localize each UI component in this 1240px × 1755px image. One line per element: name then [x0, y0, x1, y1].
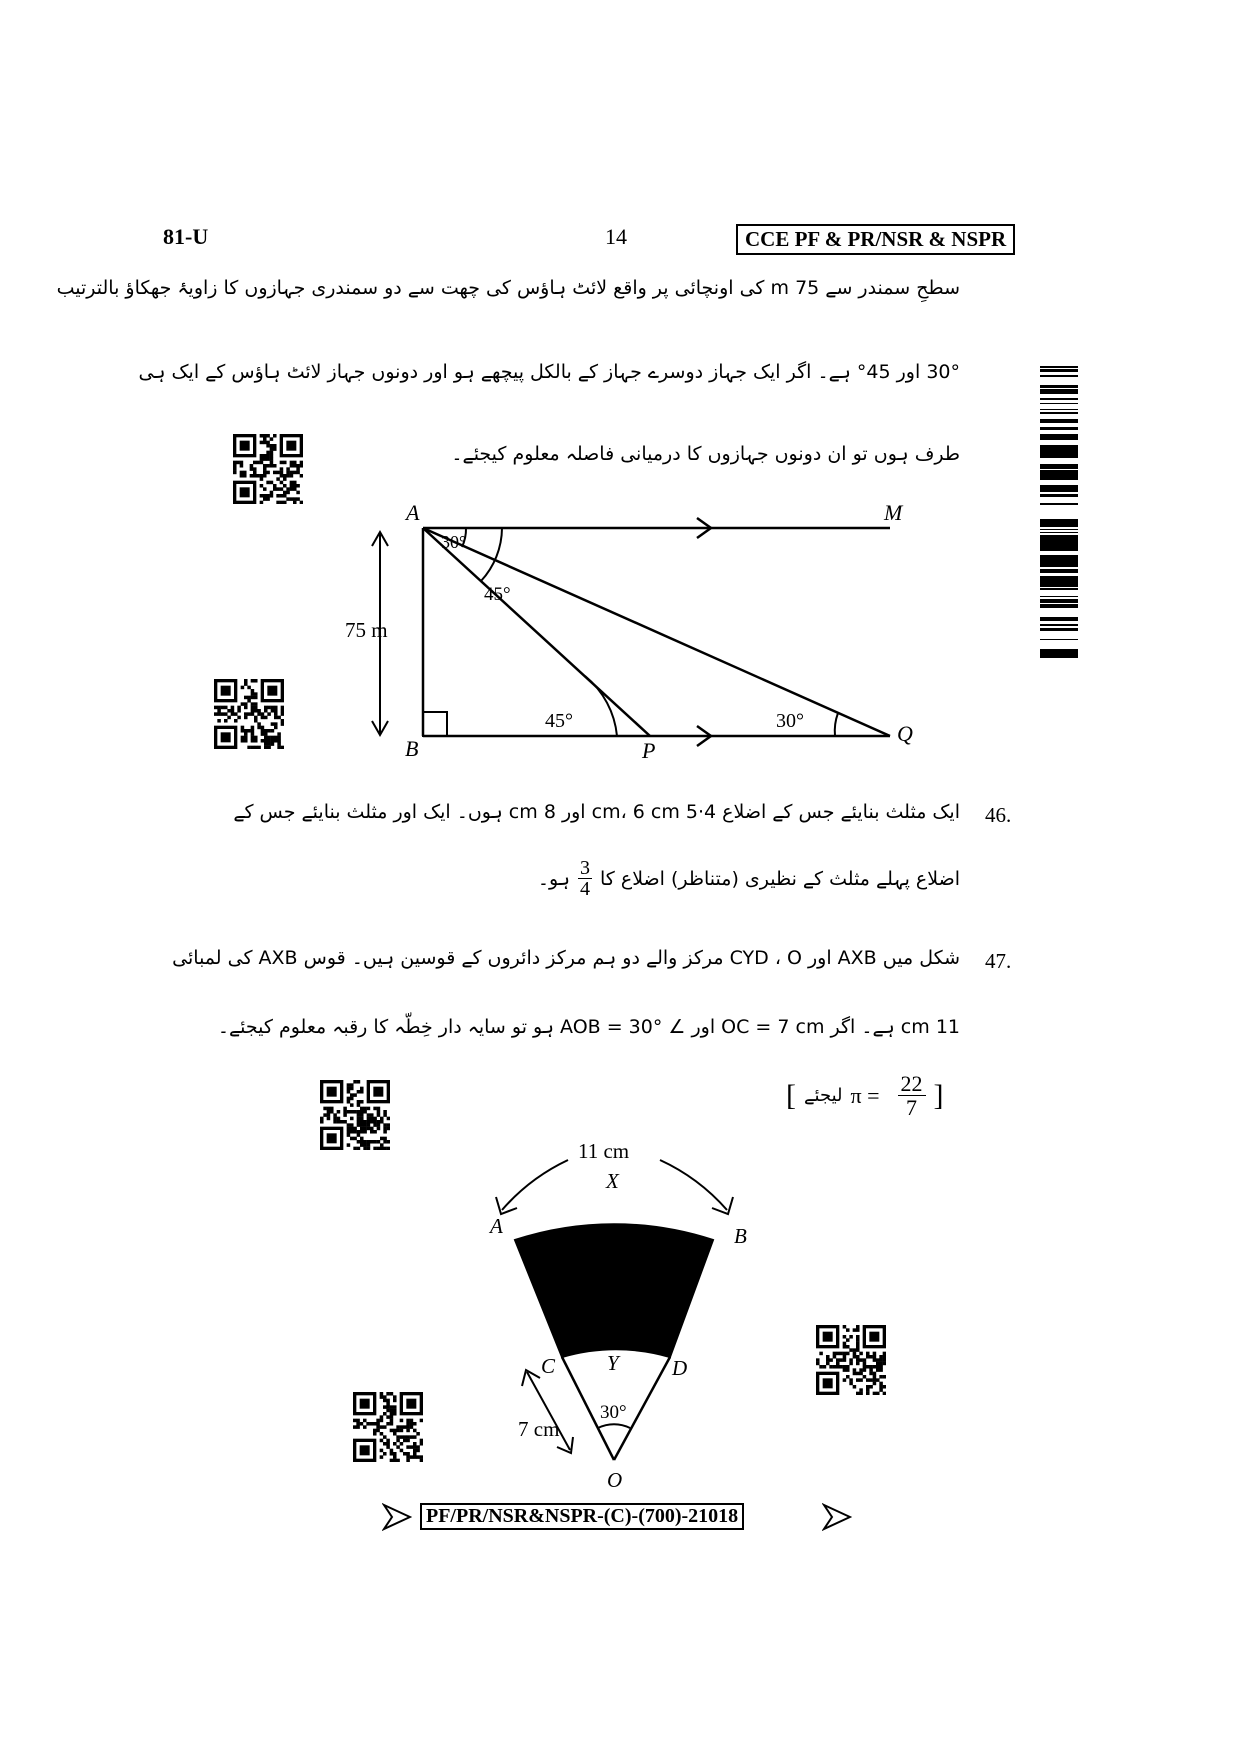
label-m: M — [884, 500, 903, 525]
label-a: A — [406, 500, 420, 525]
qr-code — [233, 434, 303, 504]
pi-expression: π = — [850, 1082, 880, 1108]
qr-code — [214, 679, 284, 749]
pi-hint: [ لیجئے π = $\frac{22}{7}$ ] — [786, 1071, 944, 1121]
lighthouse-figure — [330, 495, 930, 765]
frac-numerator: 3 — [580, 857, 590, 879]
angle-30-top: 30° — [441, 532, 467, 552]
label-o: O — [607, 1468, 623, 1490]
pi-numerator: 22 — [898, 1072, 926, 1096]
label-p: P — [642, 738, 656, 763]
q46-number: 46. — [985, 803, 1012, 827]
footer-code: PF/PR/NSR&NSPR-(C)-(700)-21018 — [420, 1503, 744, 1530]
angle-45-top: 45° — [484, 584, 511, 605]
label-d: D — [672, 1356, 688, 1380]
qr-code — [816, 1325, 886, 1395]
pi-fraction — [898, 1072, 926, 1119]
footer-arrow-left-icon — [382, 1503, 412, 1531]
q46-line-2 — [538, 858, 960, 899]
q45-line-3: طرف ہوں تو ان دونوں جہازوں کا درمیانی فاصلہ معلوم کیجئے۔ — [451, 443, 960, 465]
arc-length-label: 11 cm — [578, 1139, 630, 1163]
q46-line-2-before: اضلاع پہلے مثلث کے نظیری (متناظر) اضلاع کا — [600, 867, 960, 890]
label-x: X — [606, 1169, 619, 1193]
qr-code — [320, 1080, 390, 1150]
height-label: 75 m — [345, 618, 388, 642]
angle-45-p: 45° — [545, 710, 573, 732]
frac-denominator: 4 — [580, 878, 590, 900]
q47-line-2: 11 cm ہے۔ اگر OC = 7 cm اور ∠ AOB = 30° ہو تو سایہ دار خِطّہ کا رقبہ معلوم کیجئے۔ — [217, 1016, 960, 1038]
q47-number: 47. — [985, 949, 1012, 973]
exam-title: CCE PF & PR/NSR & NSPR — [736, 224, 1015, 255]
q46-line-2-after: ہو۔ — [537, 867, 570, 890]
fraction-three-quarters — [578, 858, 592, 899]
page-number: 14 — [605, 224, 627, 249]
pi-label: لیجئے — [804, 1085, 843, 1107]
footer-arrow-right-icon — [822, 1503, 852, 1531]
paper-code: 81-U — [163, 224, 209, 249]
q47-line-1: شکل میں AXB اور CYD ، O مرکز والے دو ہم مرکز دائروں کے قوسین ہیں۔ قوس AXB کی لمبائی — [172, 947, 960, 969]
q45-line-1: سطحِ سمندر سے 75 m کی اونچائی پر واقع لائٹ ہاؤس کی چھت سے دو سمندری جہازوں کا زاویۂ جھکاؤ بالترتیب — [56, 277, 960, 299]
q45-line-2: 30° اور 45° ہے۔ اگر ایک جہاز دوسرے جہاز کے بالکل پیچھے ہو اور دونوں جہاز لائٹ ہاؤس کے ایک ہی — [138, 361, 960, 383]
sector-figure — [470, 1130, 770, 1490]
radius-label: 7 cm — [518, 1417, 560, 1441]
label-b: B — [405, 736, 419, 761]
pi-denominator: 7 — [906, 1095, 918, 1121]
barcode — [1040, 366, 1078, 658]
label-q: Q — [897, 721, 913, 746]
qr-code — [353, 1392, 423, 1462]
label-y: Y — [607, 1351, 619, 1375]
label-b: B — [734, 1224, 747, 1248]
q46-line-1: ایک مثلث بنایئے جس کے اضلاع 4·5 cm، 6 cm اور 8 cm ہوں۔ ایک اور مثلث بنایئے جس کے — [233, 801, 960, 823]
angle-30-o: 30° — [600, 1402, 627, 1423]
label-c: C — [541, 1354, 556, 1378]
angle-30-q: 30° — [776, 710, 804, 732]
label-a: A — [490, 1214, 503, 1238]
